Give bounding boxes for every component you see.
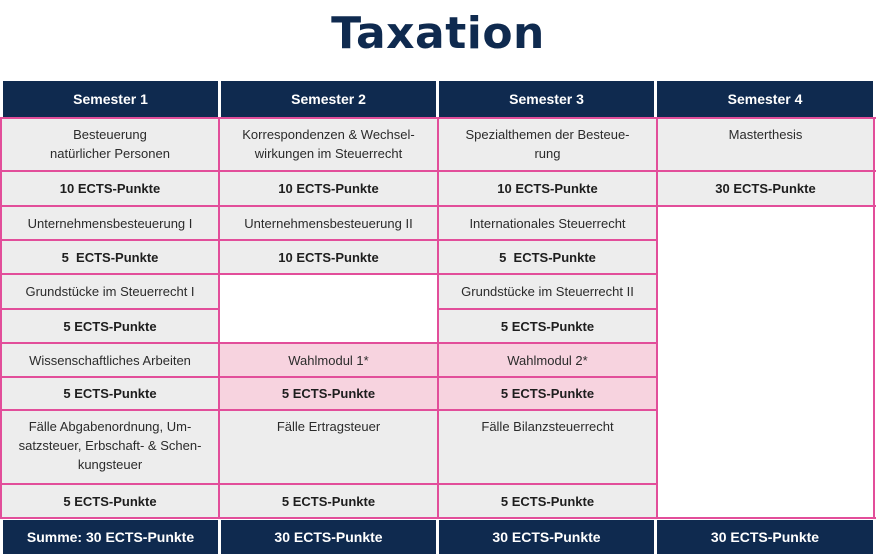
ects-s2-row4: 5 ECTS-Punkte bbox=[220, 378, 437, 409]
course-label: Korrespondenzen & Wechsel- wirkungen im Steuerrecht bbox=[242, 127, 415, 161]
ects-s4-row1: 30 ECTS-Punkte bbox=[658, 172, 873, 205]
ects-s3-row1: 10 ECTS-Punkte bbox=[439, 172, 656, 205]
ects-s1-row2: 5 ECTS-Punkte bbox=[2, 241, 218, 273]
footer-semester-3: 30 ECTS-Punkte bbox=[439, 520, 654, 554]
course-label: Besteuerung natürlicher Personen bbox=[50, 127, 170, 161]
course-s3-faelle-bilanzsteuerrecht: Fälle Bilanzsteuerrecht bbox=[439, 411, 656, 483]
ects-s3-row4: 5 ECTS-Punkte bbox=[439, 378, 656, 409]
course-s3-wahlmodul-2: Wahlmodul 2* bbox=[439, 344, 656, 376]
grid-line bbox=[437, 308, 658, 310]
footer-semester-2: 30 ECTS-Punkte bbox=[221, 520, 436, 554]
course-s1-faelle-abgabenordnung bbox=[2, 411, 218, 483]
grid-line bbox=[0, 273, 658, 275]
empty-s2-row3 bbox=[220, 275, 437, 342]
grid-line bbox=[437, 117, 439, 519]
grid-line bbox=[0, 308, 220, 310]
grid-line bbox=[873, 117, 875, 519]
course-s3-spezialthemen bbox=[439, 119, 656, 170]
footer-semester-4: 30 ECTS-Punkte bbox=[657, 520, 873, 554]
header-semester-3: Semester 3 bbox=[439, 81, 654, 117]
course-label: Masterthesis bbox=[728, 127, 803, 142]
header-semester-1: Semester 1 bbox=[3, 81, 218, 117]
grid-line bbox=[0, 239, 658, 241]
grid-line bbox=[218, 117, 220, 519]
ects-s3-row3: 5 ECTS-Punkte bbox=[439, 310, 656, 342]
ects-s1-row4: 5 ECTS-Punkte bbox=[2, 378, 218, 409]
ects-s2-row5: 5 ECTS-Punkte bbox=[220, 485, 437, 517]
empty-s4-lower bbox=[658, 207, 873, 517]
grid-line bbox=[0, 483, 658, 485]
grid-line bbox=[0, 376, 658, 378]
header-semester-2: Semester 2 bbox=[221, 81, 436, 117]
ects-s2-row2: 10 ECTS-Punkte bbox=[220, 241, 437, 273]
ects-s1-row5: 5 ECTS-Punkte bbox=[2, 485, 218, 517]
course-label: Spezialthemen der Besteue- rung bbox=[465, 127, 630, 161]
ects-s1-row1: 10 ECTS-Punkte bbox=[2, 172, 218, 205]
course-s1-grundstuecke-1: Grundstücke im Steuerrecht I bbox=[2, 275, 218, 308]
grid-line bbox=[0, 409, 658, 411]
course-s3-internationales-steuerrecht: Internationales Steuerrecht bbox=[439, 207, 656, 239]
course-s2-unternehmensbesteuerung-2: Unternehmensbesteuerung II bbox=[220, 207, 437, 239]
grid-line bbox=[0, 342, 658, 344]
course-s4-masterthesis bbox=[658, 119, 873, 170]
page-title: Taxation bbox=[331, 8, 545, 59]
course-s2-wahlmodul-1: Wahlmodul 1* bbox=[220, 344, 437, 376]
course-s1-unternehmensbesteuerung-1: Unternehmensbesteuerung I bbox=[2, 207, 218, 239]
header-semester-4: Semester 4 bbox=[657, 81, 873, 117]
course-s3-grundstuecke-2: Grundstücke im Steuerrecht II bbox=[439, 275, 656, 308]
grid-line bbox=[656, 117, 658, 519]
course-s1-besteuerung bbox=[2, 119, 218, 170]
ects-s3-row2: 5 ECTS-Punkte bbox=[439, 241, 656, 273]
grid-line bbox=[0, 117, 2, 519]
footer-semester-1: Summe: 30 ECTS-Punkte bbox=[3, 520, 218, 554]
course-s1-wissenschaftliches-arbeiten: Wissenschaftliches Arbeiten bbox=[2, 344, 218, 376]
ects-s3-row5: 5 ECTS-Punkte bbox=[439, 485, 656, 517]
ects-s2-row1: 10 ECTS-Punkte bbox=[220, 172, 437, 205]
course-s2-faelle-ertragsteuer: Fälle Ertragsteuer bbox=[220, 411, 437, 483]
course-s2-korrespondenzen bbox=[220, 119, 437, 170]
ects-s1-row3: 5 ECTS-Punkte bbox=[2, 310, 218, 342]
course-label: Fälle Abgabenordnung, Um- satzsteuer, Erbschaft- & Schen- kungsteuer bbox=[18, 419, 202, 472]
